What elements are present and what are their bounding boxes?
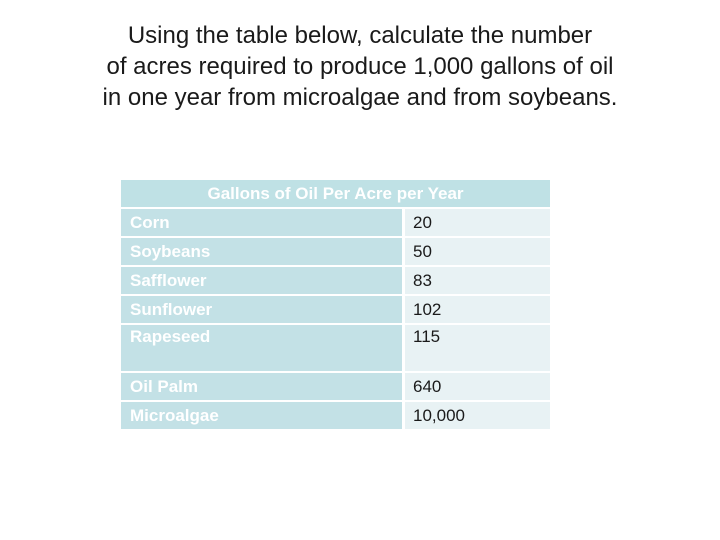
table-header-row — [121, 180, 550, 208]
question-line-3: in one year from microalgae and from soybeans. — [102, 84, 618, 111]
table-row — [121, 266, 550, 295]
table-row — [121, 237, 550, 266]
yield-value-cell: 102 — [404, 295, 551, 324]
question-line-1: Using the table below, calculate the number — [127, 22, 593, 49]
yield-value-cell: 115 — [404, 324, 551, 372]
crop-name-cell: Soybeans — [121, 237, 404, 266]
yield-value-cell: 640 — [404, 372, 551, 401]
crop-name-cell: Corn — [121, 208, 404, 237]
yield-value-cell: 83 — [404, 266, 551, 295]
table-row — [121, 208, 550, 237]
crop-name-cell: Microalgae — [121, 401, 404, 430]
crop-name-cell: Safflower — [121, 266, 404, 295]
yield-value-cell: 20 — [404, 208, 551, 237]
crop-name-cell: Sunflower — [121, 295, 404, 324]
yield-value-cell: 10,000 — [404, 401, 551, 430]
table-row — [121, 295, 550, 324]
table-row — [121, 372, 550, 401]
crop-name-cell: Oil Palm — [121, 372, 404, 401]
table-row — [121, 401, 550, 430]
yield-value-cell: 50 — [404, 237, 551, 266]
question-text — [20, 20, 700, 113]
table-header: Gallons of Oil Per Acre per Year — [121, 180, 550, 208]
question-line-2: of acres required to produce 1,000 gallons of oil — [106, 53, 614, 80]
table-row — [121, 324, 550, 372]
oil-yield-table — [121, 180, 550, 431]
crop-name-cell: Rapeseed — [121, 324, 404, 372]
